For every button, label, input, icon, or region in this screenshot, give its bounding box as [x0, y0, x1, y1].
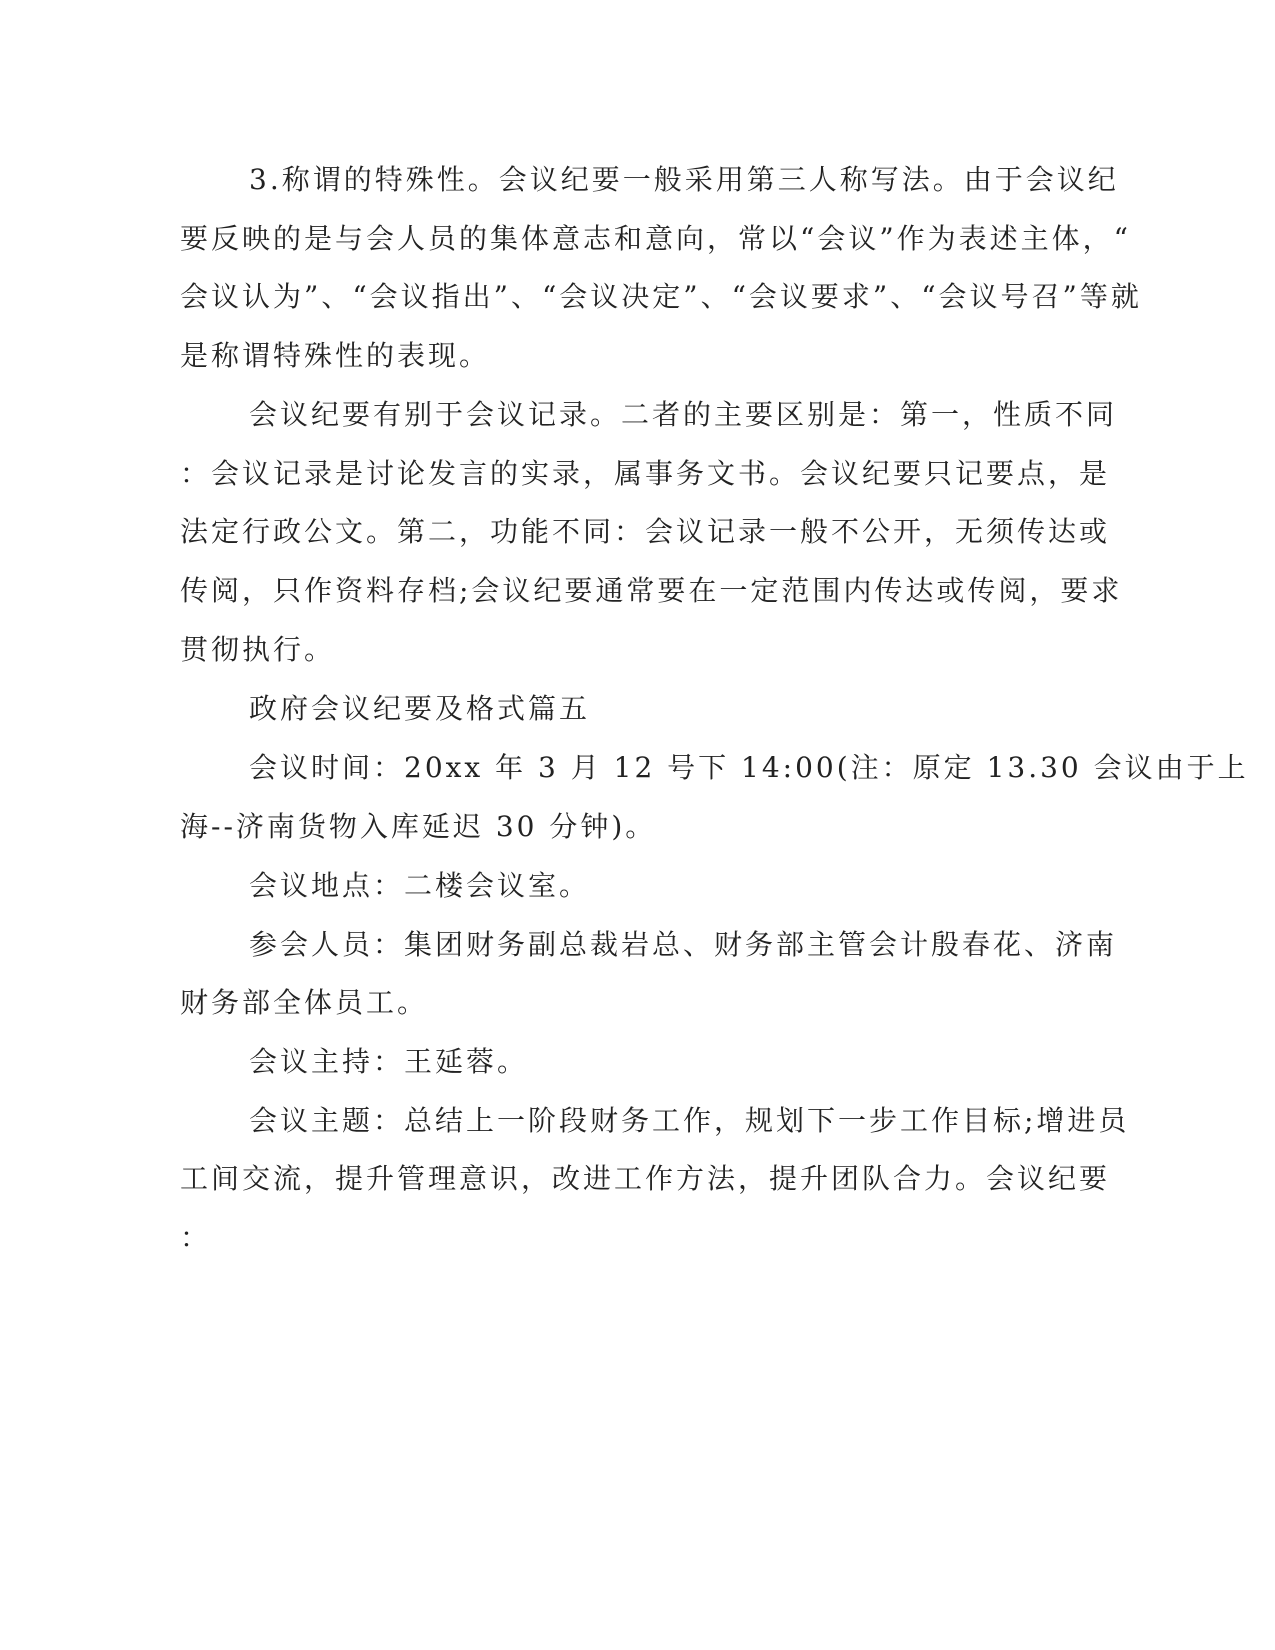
text-line: 会议地点：二楼会议室。: [249, 869, 591, 902]
text-line: 法定行政公文。第二，功能不同：会议记录一般不公开，无须传达或: [180, 515, 1111, 548]
text-line: 会议主持：王延蓉。: [249, 1045, 529, 1078]
text-line: 传阅，只作资料存档;会议纪要通常要在一定范围内传达或传阅，要求: [180, 574, 1123, 607]
text-line: 会议主题：总结上一阶段财务工作，规划下一步工作目标;增进员: [249, 1104, 1130, 1137]
text-line: ：: [180, 1221, 212, 1254]
text-line: 会议纪要有别于会议记录。二者的主要区别是：第一，性质不同: [249, 398, 1118, 431]
text-line: 财务部全体员工。: [180, 986, 429, 1019]
text-line: 会议时间：20xx 年 3 月 12 号下 14:00(注：原定 13.30 会议由于上: [249, 751, 1249, 784]
text-line: 是称谓特殊性的表现。: [180, 339, 491, 372]
text-line: ：会议记录是讨论发言的实录，属事务文书。会议纪要只记要点，是: [180, 457, 1111, 490]
section-title: 政府会议纪要及格式篇五: [249, 692, 591, 725]
text-line: 会议认为”、“会议指出”、“会议决定”、“会议要求”、“会议号召”等就: [180, 280, 1142, 313]
text-line: 要反映的是与会人员的集体意志和意向，常以“会议”作为表述主体，“: [180, 222, 1131, 255]
text-line: 参会人员：集团财务副总裁岩总、财务部主管会计殷春花、济南: [249, 928, 1118, 961]
text-line: 贯彻执行。: [180, 633, 336, 666]
text-line: 工间交流，提升管理意识，改进工作方法，提升团队合力。会议纪要: [180, 1162, 1111, 1195]
text-line: 3.称谓的特殊性。会议纪要一般采用第三人称写法。由于会议纪: [249, 163, 1119, 196]
text-line: 海--济南货物入库延迟 30 分钟)。: [180, 810, 657, 843]
